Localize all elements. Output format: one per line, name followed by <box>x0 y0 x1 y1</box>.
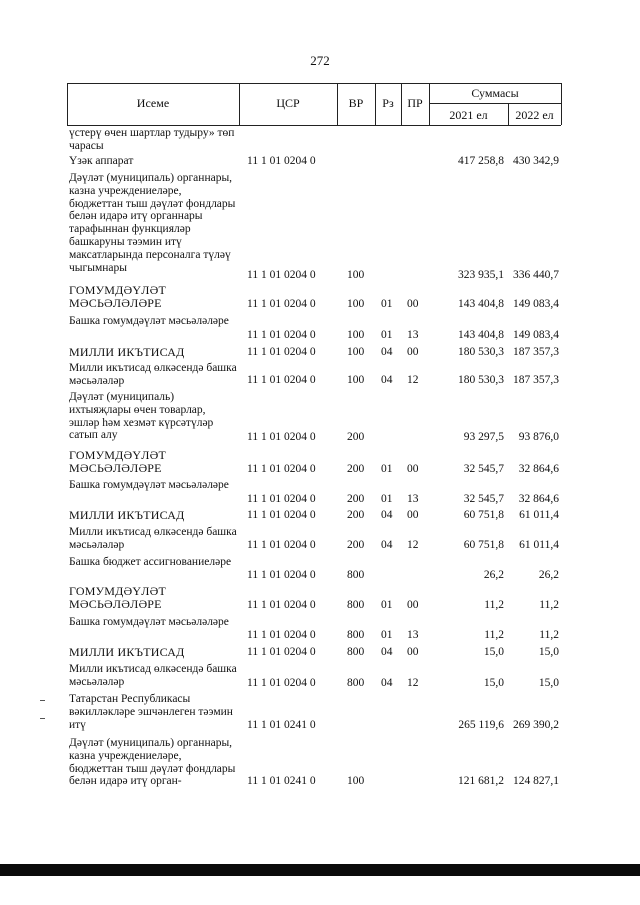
row-2021: 323 935,1 <box>458 269 504 281</box>
row-pr: 00 <box>407 463 419 475</box>
row-pr: 13 <box>407 493 419 505</box>
page-number: 272 <box>310 53 330 68</box>
budget-table <box>67 83 561 795</box>
row-rz: 01 <box>381 599 393 611</box>
row-csr: 11 1 01 0241 0 <box>247 719 316 731</box>
row-csr: 11 1 01 0204 0 <box>247 677 316 689</box>
row-2021: 93 297,5 <box>463 431 504 443</box>
row-name: Татарстан Республикасы вәкилләкләре эшчәнлеген тәэмин итү <box>69 693 233 731</box>
row-rz: 04 <box>381 346 393 358</box>
row-pr: 00 <box>407 509 419 521</box>
row-vr: 200 <box>347 463 365 475</box>
row-2021: 60 751,8 <box>463 509 504 521</box>
row-vr: 100 <box>347 374 365 386</box>
row-pr: 12 <box>407 374 419 386</box>
row-csr: 11 1 01 0204 0 <box>247 155 316 167</box>
row-csr: 11 1 01 0204 0 <box>247 493 316 505</box>
row-2022: 430 342,9 <box>513 155 559 167</box>
row-rz: 01 <box>381 493 393 505</box>
row-2021: 32 545,7 <box>463 493 504 505</box>
row-pr: 00 <box>407 599 419 611</box>
row-rz: 01 <box>381 463 393 475</box>
row-pr: 00 <box>407 646 419 658</box>
row-name: Үзәк аппарат <box>69 155 134 167</box>
row-csr: 11 1 01 0204 0 <box>247 509 316 521</box>
row-pr: 13 <box>407 329 419 341</box>
row-name: Башка гомумдәүләт мәсьәләләре <box>69 315 229 327</box>
row-vr: 800 <box>347 677 365 689</box>
row-rz: 04 <box>381 374 393 386</box>
row-vr: 800 <box>347 569 365 581</box>
sums-divider <box>429 103 561 104</box>
row-2022: 187 357,3 <box>513 346 559 358</box>
scan-edge-bar <box>0 864 640 876</box>
row-pr: 00 <box>407 298 419 310</box>
row-csr: 11 1 01 0241 0 <box>247 775 316 787</box>
row-2022: 32 864,6 <box>518 493 559 505</box>
row-name: Дәүләт (муниципаль) органнары, казна учреждениеләре, бюджеттан тыш дәүләт фондлары белән идарә итү орган- <box>69 737 236 788</box>
row-2021: 60 751,8 <box>463 539 504 551</box>
row-2021: 143 404,8 <box>458 298 504 310</box>
row-name: Башка гомумдәүләт мәсьәләләре <box>69 616 229 628</box>
row-csr: 11 1 01 0204 0 <box>247 374 316 386</box>
row-vr: 200 <box>347 509 365 521</box>
row-vr: 200 <box>347 539 365 551</box>
row-2022: 269 390,2 <box>513 719 559 731</box>
row-csr: 11 1 01 0204 0 <box>247 569 316 581</box>
row-name: Милли икътисад өлкәсендә башка мәсьәләләр <box>69 526 237 551</box>
margin-mark <box>40 718 45 719</box>
row-2022: 11,2 <box>539 599 559 611</box>
row-pr: 13 <box>407 629 419 641</box>
row-name: ГОМУМДӘҮЛӘТ МӘСЬӘЛӘЛӘРЕ <box>69 584 166 611</box>
header-pr: ПР <box>407 96 423 110</box>
row-rz: 04 <box>381 509 393 521</box>
row-2022: 26,2 <box>538 569 559 581</box>
row-2021: 180 530,3 <box>458 346 504 358</box>
row-vr: 100 <box>347 269 365 281</box>
margin-mark <box>40 700 45 701</box>
row-name: ГОМУМДӘҮЛӘТ МӘСЬӘЛӘЛӘРЕ <box>69 283 166 310</box>
row-2021: 11,2 <box>484 629 504 641</box>
row-vr: 100 <box>347 329 365 341</box>
row-2022: 336 440,7 <box>513 269 559 281</box>
header-vr: ВР <box>348 96 364 110</box>
row-2022: 149 083,4 <box>513 298 559 310</box>
table-top-border <box>67 83 561 84</box>
row-name: МИЛЛИ ИКЪТИСАД <box>69 645 185 659</box>
header-2021: 2021 ел <box>449 108 488 122</box>
row-2021: 26,2 <box>483 569 504 581</box>
row-2021: 15,0 <box>483 677 504 689</box>
row-2022: 15,0 <box>538 677 559 689</box>
row-2022: 15,0 <box>538 646 559 658</box>
row-csr: 11 1 01 0204 0 <box>247 269 316 281</box>
row-2022: 124 827,1 <box>513 775 559 787</box>
row-csr: 11 1 01 0204 0 <box>247 298 316 310</box>
row-2021: 11,2 <box>484 599 504 611</box>
row-rz: 04 <box>381 539 393 551</box>
row-rz: 04 <box>381 677 393 689</box>
row-2022: 61 011,4 <box>519 539 559 551</box>
row-2021: 121 681,2 <box>458 775 504 787</box>
row-name: Милли икътисад өлкәсендә башка мәсьәләләр <box>69 663 237 688</box>
row-name: Милли икътисад өлкәсендә башка мәсьәләләр <box>69 362 237 387</box>
row-name: Дәүләт (муниципаль) органнары, казна учреждениеләре, бюджеттан тыш дәүләт фондлары белән идарә итү органнары тарафыннан функцияләр башкаруны тәэмин итү максатларында персоналга түләү чыгымнары <box>69 172 236 274</box>
row-2022: 93 876,0 <box>518 431 559 443</box>
row-name: Башка бюджет ассигнованиеләре <box>69 556 232 568</box>
row-vr: 800 <box>347 646 365 658</box>
row-csr: 11 1 01 0204 0 <box>247 646 316 658</box>
row-csr: 11 1 01 0204 0 <box>247 431 316 443</box>
row-rz: 01 <box>381 329 393 341</box>
row-csr: 11 1 01 0204 0 <box>247 329 316 341</box>
row-2022: 149 083,4 <box>513 329 559 341</box>
row-2021: 265 119,6 <box>458 719 504 731</box>
row-name: Дәүләт (муниципаль) ихтыяҗлары өчен товарлар, эшләр һәм хезмәт күрсәтүләр сатып алу <box>69 391 214 442</box>
col-border <box>561 83 562 125</box>
row-rz: 01 <box>381 629 393 641</box>
row-vr: 200 <box>347 431 365 443</box>
row-csr: 11 1 01 0204 0 <box>247 629 316 641</box>
row-2022: 11,2 <box>539 629 559 641</box>
row-csr: 11 1 01 0204 0 <box>247 346 316 358</box>
row-name: ГОМУМДӘҮЛӘТ МӘСЬӘЛӘЛӘРЕ <box>69 448 166 475</box>
row-csr: 11 1 01 0204 0 <box>247 539 316 551</box>
row-name: Башка гомумдәүләт мәсьәләләре <box>69 479 229 491</box>
row-pr: 00 <box>407 346 419 358</box>
header-2022: 2022 ел <box>515 108 554 122</box>
row-name: МИЛЛИ ИКЪТИСАД <box>69 345 185 359</box>
row-vr: 100 <box>347 775 365 787</box>
header-bottom-border <box>67 125 561 126</box>
row-2021: 15,0 <box>483 646 504 658</box>
row-name: МИЛЛИ ИКЪТИСАД <box>69 508 185 522</box>
row-2022: 187 357,3 <box>513 374 559 386</box>
row-csr: 11 1 01 0204 0 <box>247 599 316 611</box>
header-name: Исеме <box>136 96 170 110</box>
row-rz: 04 <box>381 646 393 658</box>
header-sums: Суммасы <box>471 86 519 100</box>
row-2021: 32 545,7 <box>463 463 504 475</box>
row-pr: 12 <box>407 539 419 551</box>
row-csr: 11 1 01 0204 0 <box>247 463 316 475</box>
row-vr: 100 <box>347 298 365 310</box>
row-pr: 12 <box>407 677 419 689</box>
row-name: үстерү өчен шартлар тудыру» төп чарасы <box>69 127 235 152</box>
row-2021: 180 530,3 <box>458 374 504 386</box>
header-csr: ЦСР <box>276 96 300 110</box>
row-2022: 61 011,4 <box>519 509 559 521</box>
row-vr: 100 <box>347 346 365 358</box>
row-rz: 01 <box>381 298 393 310</box>
row-2022: 32 864,6 <box>518 463 559 475</box>
row-vr: 800 <box>347 599 365 611</box>
row-2021: 143 404,8 <box>458 329 504 341</box>
row-vr: 800 <box>347 629 365 641</box>
header-rz: Рз <box>382 96 394 110</box>
row-2021: 417 258,8 <box>458 155 504 167</box>
row-vr: 200 <box>347 493 365 505</box>
